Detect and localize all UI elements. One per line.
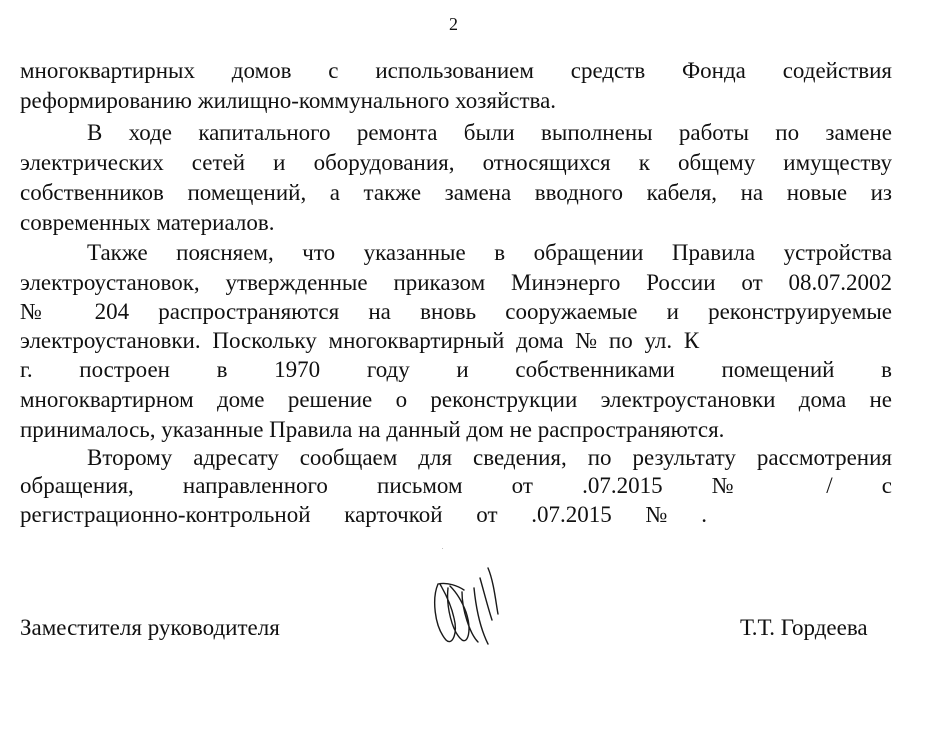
body-line-11: г. построен в 1970 году и собственниками помещений в — [20, 357, 892, 382]
body-line-5: собственников помещений, а также замена вводного кабеля, на новые из — [20, 180, 892, 205]
handwritten-signature-icon — [418, 548, 508, 653]
body-line-10: электроустановки. Поскольку многоквартирный дома № по ул. К — [20, 328, 700, 353]
body-line-15: обращения, направленного письмом от .07.2015 № / с — [20, 473, 892, 498]
body-line-8: электроустановок, утвержденные приказом Минэнерго России от 08.07.2002 — [20, 270, 892, 295]
body-line-14: Второму адресату сообщаем для сведения, по результату рассмотрения — [87, 445, 892, 470]
body-line-9: № 204 распространяются на вновь сооружаемые и реконструируемые — [20, 299, 892, 324]
signatory-title: Заместителя руководителя — [20, 615, 280, 640]
signatory-name: Т.Т. Гордеева — [740, 615, 868, 640]
body-line-4: электрических сетей и оборудования, относящихся к общему имуществу — [20, 150, 892, 175]
body-line-3: В ходе капитального ремонта были выполнены работы по замене — [87, 120, 892, 145]
body-line-1: многоквартирных домов с использованием средств Фонда содействия — [20, 58, 892, 83]
body-line-16: регистрационно-контрольной карточкой от .07.2015 № . — [20, 502, 707, 527]
body-line-6: современных материалов. — [20, 210, 275, 235]
page-number: 2 — [449, 14, 458, 34]
body-line-7: Также поясняем, что указанные в обращении Правила устройства — [87, 240, 892, 265]
body-line-13: принималось, указанные Правила на данный дом не распространяются. — [20, 417, 725, 442]
body-line-2: реформированию жилищно-коммунального хозяйства. — [20, 88, 557, 113]
body-line-12: многоквартирном доме решение о реконструкции электроустановки дома не — [20, 387, 892, 412]
